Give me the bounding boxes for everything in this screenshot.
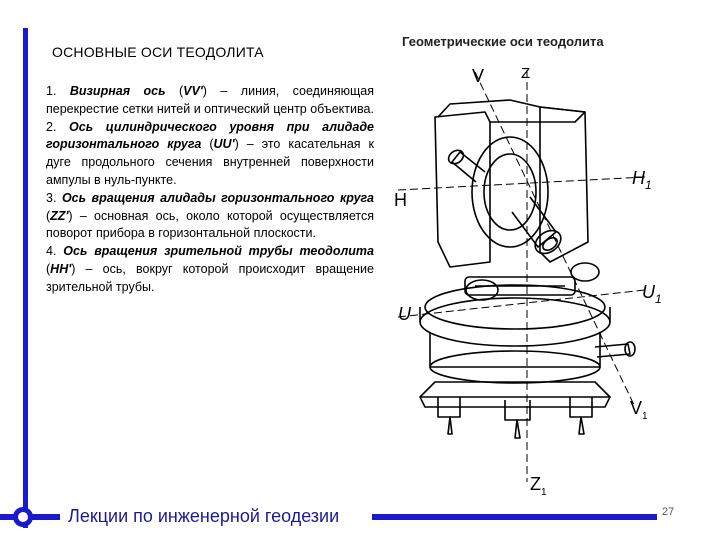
footer-ring-icon <box>13 507 33 527</box>
axis-uu <box>398 290 645 317</box>
label-h: H <box>394 190 407 210</box>
label-v: V <box>472 66 485 86</box>
theodolite-drawing <box>390 62 680 502</box>
list-item: 2. Ось цилиндрического уровня при алидаде горизонтального круга (UU') – это касательная к дуге продольного сечения внутренней поверхности ампулы в нуль-пункте. <box>46 119 375 187</box>
slide-title: ОСНОВНЫЕ ОСИ ТЕОДОЛИТА <box>52 44 264 60</box>
list-item: 3. Ось вращения алидады горизонтального круга (ZZ') – основная ось, около которой осуществляется поворот прибора в горизонтальной плоскости. <box>46 190 374 241</box>
footer-title: Лекции по инженерной геодезии <box>68 506 340 526</box>
label-z: Z <box>521 65 531 82</box>
list-item: 1. Визирная ось (VV') – линия, соединяющая перекрестие сетки нитей и оптический центр объектива. <box>46 84 374 116</box>
label-u1: $U_1$ <box>642 282 662 306</box>
alidade-plate <box>425 285 605 329</box>
label-z1: $Z_1$ <box>530 474 547 498</box>
axes-description <box>46 83 374 297</box>
left-standard <box>435 112 490 267</box>
left-accent-bar <box>23 28 28 528</box>
label-v1: $V_1$ <box>630 398 648 422</box>
footer-right-bar <box>372 514 657 520</box>
diagram-title: Геометрические оси теодолита <box>402 34 604 49</box>
list-item: 4. Ось вращения зрительной трубы теодолита (HH') – ось, вокруг которой происходит вращение зрительной трубы. <box>46 244 374 294</box>
label-h1: $H_1$ <box>632 168 652 192</box>
label-u: U <box>398 304 411 324</box>
page-number: 27 <box>662 506 675 518</box>
tribrach <box>420 382 610 397</box>
axis-hh <box>398 177 645 190</box>
